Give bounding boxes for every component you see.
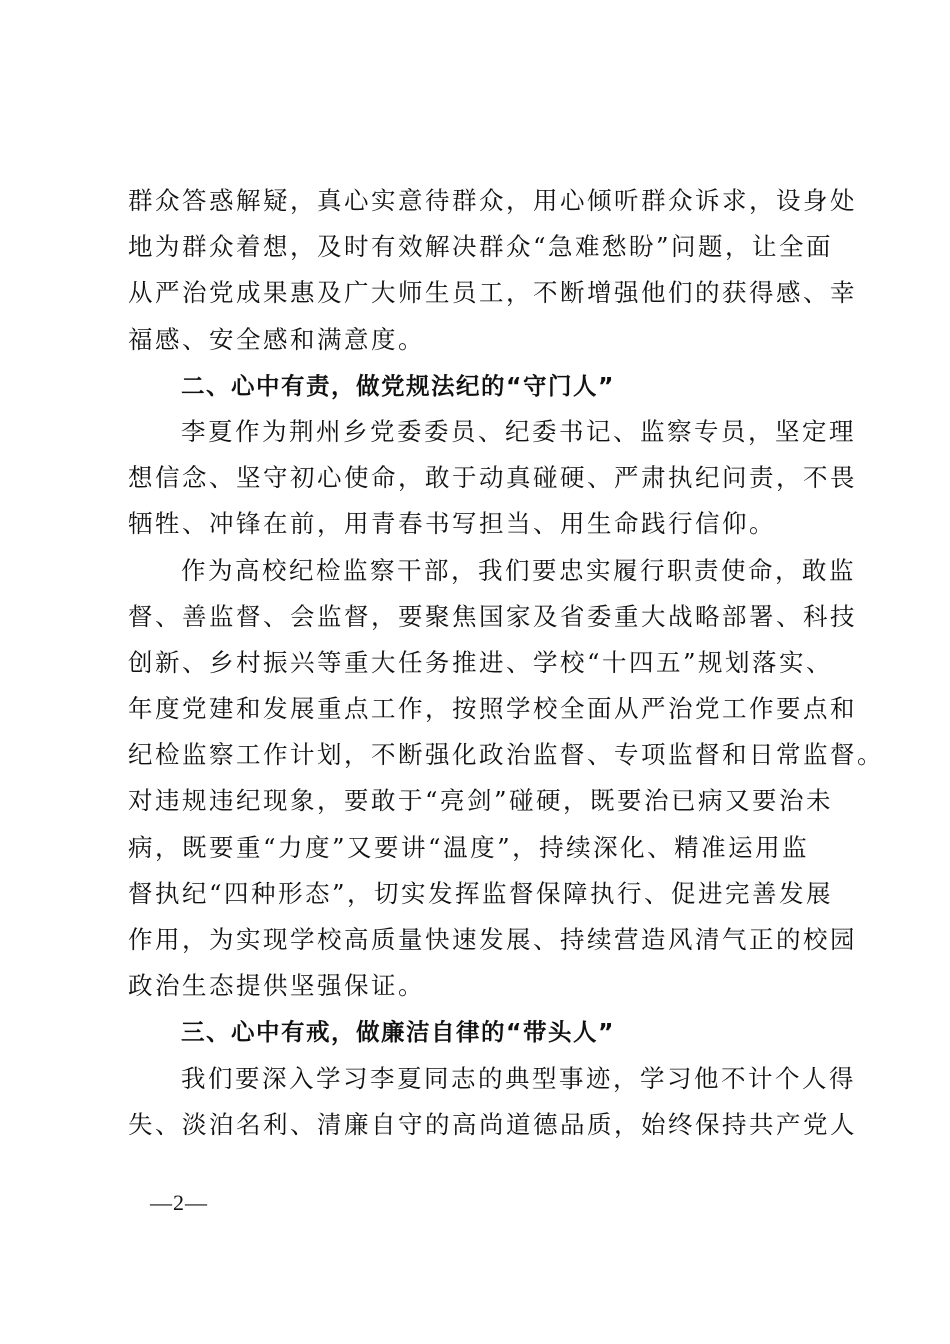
body-line: 想信念、坚守初心使命，敢于动真碰硬、严肃执纪问责，不畏 (128, 463, 857, 493)
body-line: 年度党建和发展重点工作，按照学校全面从严治党工作要点和 (128, 694, 857, 724)
body-line: 地为群众着想，及时有效解决群众“急难愁盼”问题，让全面 (128, 232, 834, 262)
body-line: 作用，为实现学校高质量快速发展、持续营造风清气正的校园 (128, 925, 857, 954)
body-line: 失、淡泊名利、清廉自守的高尚道德品质，始终保持共产党人 (128, 1109, 857, 1139)
paragraph-start: 李夏作为荆州乡党委委员、纪委书记、监察专员，坚定理 (181, 416, 856, 446)
body-line: 纪检监察工作计划，不断强化政治监督、专项监督和日常监督。 (128, 740, 884, 770)
section-heading-2: 二、心中有责，做党规法纪的“守门人” (181, 371, 615, 400)
document-body (128, 178, 884, 1148)
page-number: —2— (150, 1190, 208, 1215)
body-line: 牺牲、冲锋在前，用青春书写担当、用生命践行信仰。 (128, 509, 776, 539)
body-line: 创新、乡村振兴等重大任务推进、学校“十四五”规划落实、 (128, 647, 834, 677)
body-line: 政治生态提供坚强保证。 (128, 971, 425, 1001)
body-line: 督执纪“四种形态”，切实发挥监督保障执行、促进完善发展 (128, 878, 834, 908)
section-heading-3: 三、心中有戒，做廉洁自律的“带头人” (181, 1018, 615, 1047)
body-line: 福感、安全感和满意度。 (128, 324, 425, 354)
body-line: 从严治党成果惠及广大师生员工，不断增强他们的获得感、幸 (128, 278, 857, 308)
body-line: 群众答惑解疑，真心实意待群众，用心倾听群众诉求，设身处 (128, 186, 857, 215)
body-line: 督、善监督、会监督，要聚焦国家及省委重大战略部署、科技 (128, 601, 857, 631)
body-line: 病，既要重“力度”又要讲“温度”，持续深化、精准运用监 (128, 832, 810, 862)
body-line: 对违规违纪现象，要敢于“亮剑”碰硬，既要治已病又要治未 (128, 786, 834, 816)
paragraph-start: 我们要深入学习李夏同志的典型事迹，学习他不计个人得 (181, 1063, 856, 1093)
paragraph-start: 作为高校纪检监察干部，我们要忠实履行职责使命，敢监 (181, 555, 856, 585)
